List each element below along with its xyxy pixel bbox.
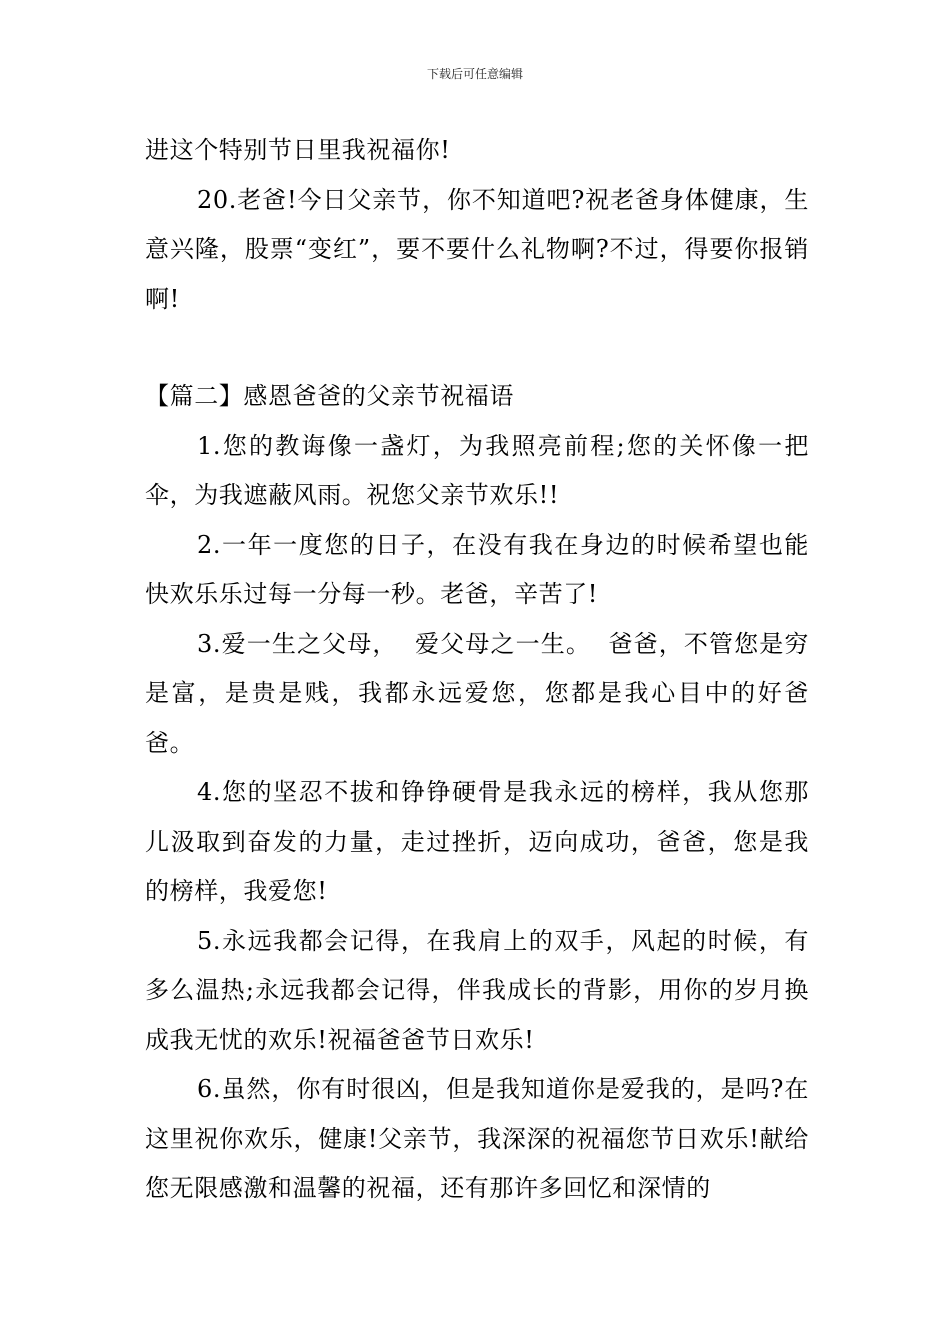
document-body xyxy=(145,126,809,1214)
list-item: 3.爱一生之父母， 爱父母之一生。 爸爸，不管您是穷是富，是贵是贱，我都永远爱您，您都是我心目中的好爸爸。 xyxy=(145,629,809,757)
list-item: 2.一年一度您的日子，在没有我在身边的时候希望也能快欢乐乐过每一分每一秒。老爸，辛苦了! xyxy=(145,530,809,608)
paragraph-item-20: 20.老爸!今日父亲节，你不知道吧?祝老爸身体健康，生意兴隆，股票“变红”，要不要什么礼物啊?不过，得要你报销啊! xyxy=(145,185,809,313)
page-header-note: 下载后可任意编辑 xyxy=(426,67,523,81)
section-title: 【篇二】感恩爸爸的父亲节祝福语 xyxy=(145,382,514,410)
continued-paragraph: 进这个特别节日里我祝福你! xyxy=(145,136,451,164)
list-item: 6.虽然，你有时很凶，但是我知道你是爱我的，是吗?在这里祝你欢乐，健康!父亲节，我深深的祝福您节日欢乐!献给您无限感激和温馨的祝福，还有那许多回忆和深情的 xyxy=(145,1075,809,1202)
list-item: 5.永远我都会记得，在我肩上的双手，风起的时候，有多么温热;永远我都会记得，伴我成长的背影，用你的岁月换成我无忧的欢乐!祝福爸爸节日欢乐! xyxy=(145,926,809,1054)
list-item: 1.您的教诲像一盏灯，为我照亮前程;您的关怀像一把伞，为我遮蔽风雨。祝您父亲节欢乐!! xyxy=(145,431,809,509)
list-item: 4.您的坚忍不拔和铮铮硬骨是我永远的榜样，我从您那儿汲取到奋发的力量，走过挫折，迈向成功，爸爸，您是我的榜样，我爱您! xyxy=(145,778,809,905)
